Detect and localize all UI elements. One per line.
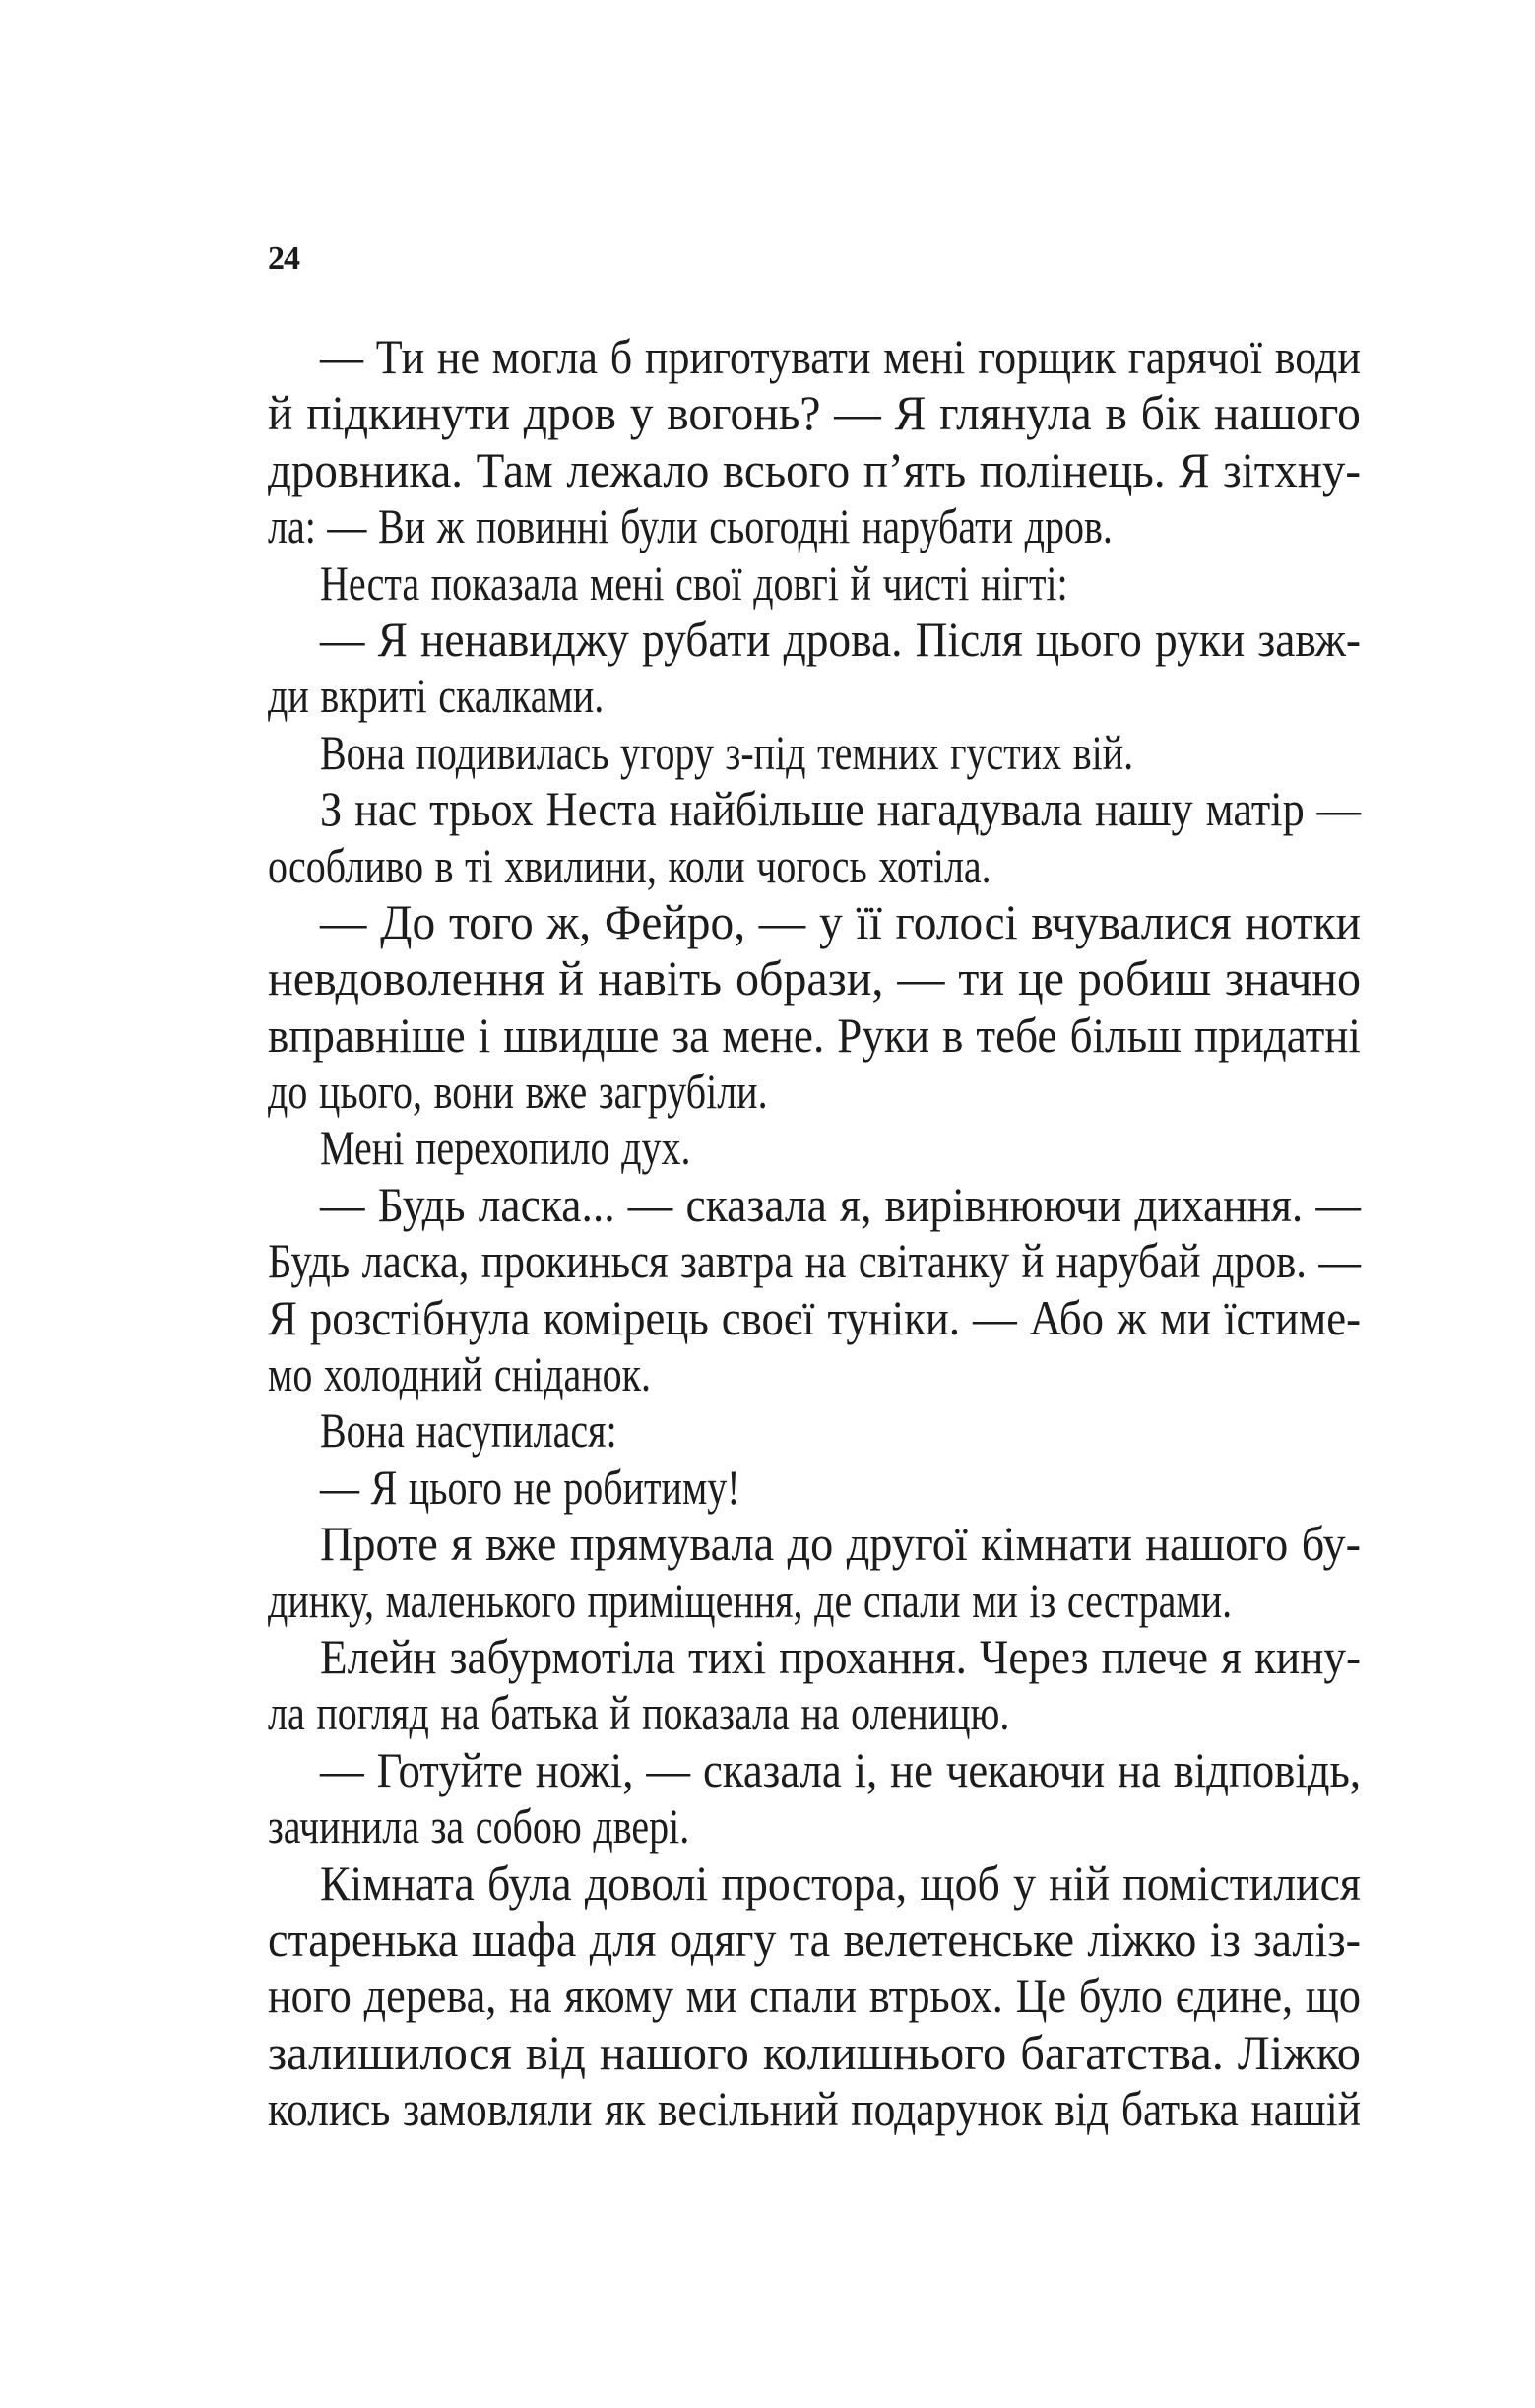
- text-line-content: до цього, вони вже загрубіли.: [268, 1064, 768, 1120]
- text-line-content: — До того ж, Фейро, — у її голосі вчувалися нотки: [320, 893, 1362, 949]
- text-line: [268, 1798, 1361, 1855]
- text-line: [268, 1968, 1361, 2024]
- text-line-content: Проте я вже прямувала до другої кімнати нашого бу-: [320, 1516, 1362, 1572]
- text-line-content: Неста показала мені свої довгі й чисті нігті:: [320, 554, 1068, 611]
- text-line-content: ла: — Ви ж повинні були сьогодні нарубати дров.: [268, 498, 1113, 554]
- text-line-content: Я розстібнула комірець своєї туніки. — Або ж ми їстиме-: [268, 1289, 1362, 1345]
- text-line-content: — Ти не могла б приготувати мені горщик гарячої води: [320, 329, 1361, 384]
- text-line-content: вправніше і швидше за мене. Руки в тебе більш придатні: [268, 1007, 1361, 1063]
- text-line: [268, 1516, 1361, 1572]
- text-line-content: ди вкриті скалками.: [268, 668, 605, 724]
- text-line: [268, 725, 1361, 781]
- text-line-content: колись замовляли як весільний подарунок від батька нашій: [268, 2081, 1362, 2137]
- text-line-content: невдоволення й навіть образи, — ти це робиш значно: [268, 950, 1361, 1007]
- text-line: [268, 498, 1361, 554]
- text-line-content: й підкинути дров у вогонь? — Я глянула в бік нашого: [268, 385, 1361, 441]
- text-line: [268, 668, 1361, 724]
- text-line: [268, 1008, 1361, 1064]
- text-line-content: — Будь ласка... — сказала я, вирівнюючи дихання. —: [320, 1176, 1362, 1232]
- text-line-content: зачинила за собою двері.: [268, 1798, 690, 1855]
- text-line: [268, 838, 1361, 894]
- text-line-content: динку, маленького приміщення, де спали ми із сестрами.: [268, 1572, 1233, 1628]
- text-line: [268, 1402, 1361, 1459]
- text-line-content: З нас трьох Неста найбільше нагадувала нашу матір —: [320, 781, 1362, 837]
- text-line-content: ла погляд на батька й показала на оленицю.: [268, 1685, 1010, 1741]
- text-line: [268, 612, 1361, 668]
- text-line: [268, 1742, 1361, 1798]
- text-line-content: Будь ласка, прокинься завтра на світанку й нарубай дров. —: [268, 1233, 1361, 1289]
- text-line: [268, 1629, 1361, 1685]
- text-line-content: — Готуйте ножі, — сказала і, не чекаючи на відповідь,: [320, 1741, 1362, 1797]
- text-line: [268, 1233, 1361, 1289]
- text-line-content: Вона подивилась угору з-під темних густих вій.: [320, 724, 1134, 780]
- text-line-content: залишилося від нашого колишнього багатства. Ліжко: [268, 2024, 1362, 2080]
- text-line-content: Елейн забурмотіла тихі прохання. Через плече я кину-: [320, 1628, 1362, 1684]
- text-line: [268, 2025, 1361, 2081]
- text-line-content: дровника. Там лежало всього п’ять полінець. Я зітхну-: [268, 441, 1362, 497]
- body-text: [268, 329, 1361, 2138]
- page-number: 24: [268, 240, 299, 277]
- text-line-content: Мені перехопило дух.: [320, 1120, 691, 1176]
- text-line: [268, 1290, 1361, 1346]
- text-line: [268, 1346, 1361, 1402]
- text-line: [268, 385, 1361, 441]
- text-line: [268, 1855, 1361, 1912]
- text-line-content: — Я цього не робитиму!: [320, 1459, 740, 1515]
- text-line: [268, 1120, 1361, 1176]
- text-line: [268, 442, 1361, 498]
- text-line: [268, 1177, 1361, 1233]
- text-line: [268, 1460, 1361, 1516]
- text-line: [268, 1685, 1361, 1741]
- text-line: [268, 950, 1361, 1007]
- text-line-content: — Я ненавиджу рубати дрова. Після цього руки завж-: [320, 611, 1362, 667]
- text-line-content: мо холодний сніданок.: [268, 1346, 652, 1402]
- text-line: [268, 2081, 1361, 2137]
- text-line-content: Кімната була доволі простора, щоб у ній помістилися: [320, 1855, 1361, 1911]
- text-line-content: особливо в ті хвилини, коли чогось хотіла.: [268, 837, 991, 893]
- text-line: [268, 1573, 1361, 1629]
- text-line-content: Вона насупилася:: [320, 1402, 617, 1459]
- text-line: [268, 1064, 1361, 1120]
- text-line: [268, 1912, 1361, 1968]
- text-line: [268, 329, 1361, 385]
- text-line: [268, 894, 1361, 950]
- text-line: [268, 781, 1361, 837]
- text-line-content: старенька шафа для одягу та велетенське ліжко із заліз-: [268, 1911, 1361, 1967]
- text-line: [268, 555, 1361, 612]
- text-line-content: ного дерева, на якому ми спали втрьох. Це було єдине, що: [268, 1968, 1362, 2024]
